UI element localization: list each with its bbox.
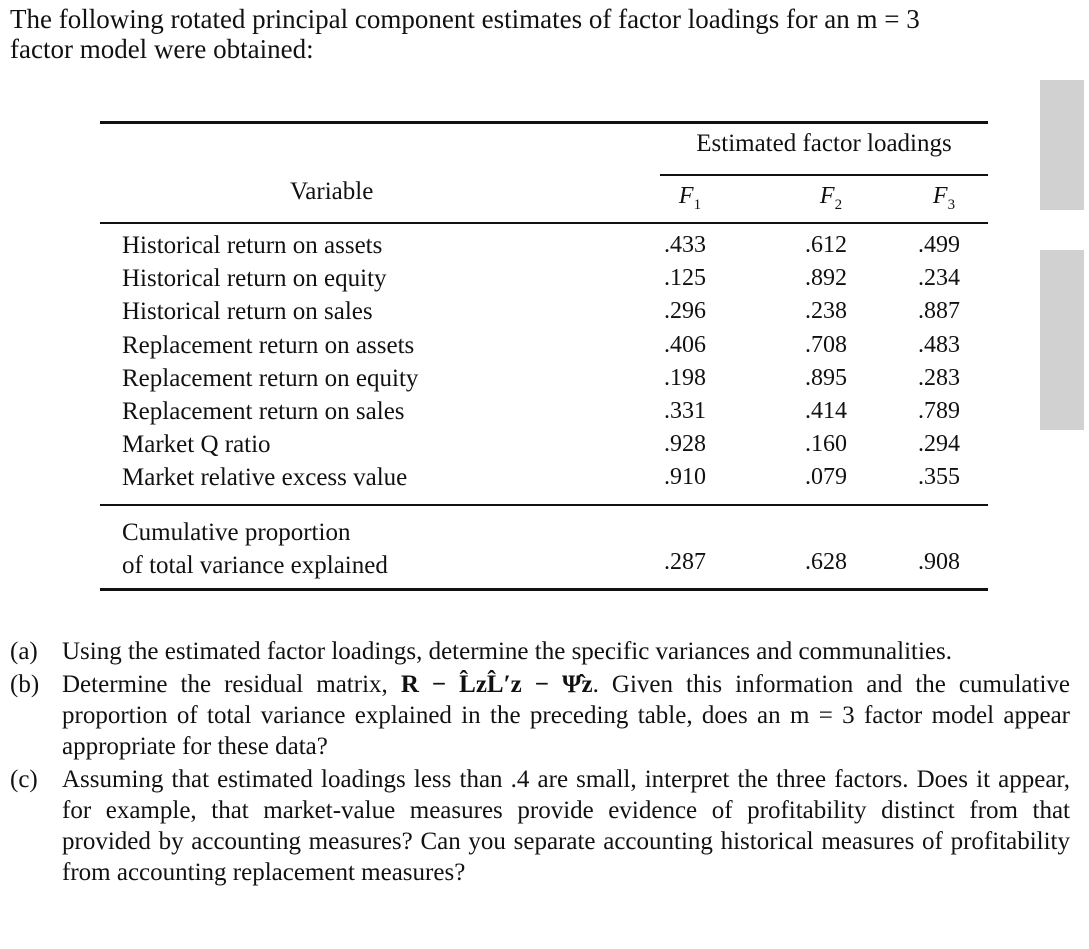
- loading-f1: .331: [664, 398, 706, 424]
- scan-edge-noise: [1040, 80, 1084, 210]
- question-text-after: . Given this information and the cumulative proportion of total variance explained in the preceding table, does an m = 3 factor model appear appropriate for these data?: [62, 671, 1070, 760]
- cumulative-row: [0, 549, 1000, 582]
- loading-f1: .198: [664, 365, 706, 391]
- loading-f2: .079: [805, 464, 847, 490]
- loading-f2: .892: [805, 265, 847, 291]
- question-tag: (a): [10, 638, 38, 665]
- row-label: Historical return on sales: [122, 298, 373, 325]
- loading-f3: .499: [918, 232, 960, 258]
- loading-f1: .125: [664, 265, 706, 291]
- loading-f3: .789: [918, 398, 960, 424]
- cumulative-label-line-2: of total variance explained: [122, 552, 388, 579]
- cumulative-f2: .628: [805, 549, 847, 575]
- factor-header-2: $F_2$: [819, 183, 843, 213]
- loading-f1: .928: [664, 431, 706, 457]
- question-a: [10, 636, 1070, 667]
- group-header-rule: [660, 174, 988, 176]
- loading-f1: .433: [664, 232, 706, 258]
- header-bottom-rule: [100, 222, 988, 224]
- question-text-before: Determine the residual matrix,: [62, 671, 401, 698]
- row-label: Historical return on assets: [122, 232, 383, 259]
- loading-f2: .708: [805, 332, 847, 358]
- factor-header-3: $F_3$: [932, 183, 956, 213]
- question-tag: (c): [10, 766, 38, 793]
- variable-header: Variable: [290, 178, 374, 205]
- question-b: [10, 669, 1070, 762]
- loading-f1: .406: [664, 332, 706, 358]
- residual-formula: R − L̂zL̂′z − Ψ̂z: [400, 671, 593, 698]
- loading-f2: .160: [805, 431, 847, 457]
- table-row: [0, 232, 1000, 265]
- table-row: [0, 365, 1000, 398]
- table-row: [0, 298, 1000, 331]
- table-row: [0, 398, 1000, 431]
- intro-line-2: factor model were obtained:: [10, 34, 314, 64]
- row-label: Market relative excess value: [122, 464, 408, 491]
- table-top-rule: [100, 121, 988, 124]
- loading-f3: .483: [918, 332, 960, 358]
- loading-f2: .414: [805, 398, 847, 424]
- row-label: Market Q ratio: [122, 431, 271, 458]
- row-label: Replacement return on sales: [122, 398, 405, 425]
- table-row: [0, 332, 1000, 365]
- loading-f2: .895: [805, 365, 847, 391]
- loading-f3: .887: [918, 298, 960, 324]
- row-label: Historical return on equity: [122, 265, 387, 292]
- question-list: [10, 636, 1070, 890]
- question-text: [62, 669, 1070, 762]
- loading-f3: .234: [918, 265, 960, 291]
- body-bottom-rule: [100, 504, 988, 506]
- row-label: Replacement return on equity: [122, 365, 419, 392]
- intro-paragraph: [10, 4, 1070, 64]
- cumulative-f1: .287: [664, 549, 706, 575]
- scan-edge-noise: [1040, 250, 1084, 430]
- loading-f3: .294: [918, 431, 960, 457]
- question-text: Assuming that estimated loadings less than .4 are small, interpret the three factors. Does it appear, for example, that market-value measures provide evidence of profitability distinct from that provided by accounting measures? Can you separate accounting historical measures of profitability from accounting replacement measures?: [62, 766, 1070, 886]
- question-tag: (b): [10, 671, 40, 698]
- loading-f3: .283: [918, 365, 960, 391]
- table-row: [0, 464, 1000, 497]
- loading-f2: .238: [805, 298, 847, 324]
- loading-f3: .355: [918, 464, 960, 490]
- table-row: [0, 265, 1000, 298]
- cumulative-label-line-1: Cumulative proportion: [122, 519, 351, 546]
- factor-header-1: $F_1$: [678, 183, 702, 213]
- table-row: [0, 431, 1000, 464]
- loading-f1: .296: [664, 298, 706, 324]
- question-c: [10, 764, 1070, 888]
- loading-f2: .612: [805, 232, 847, 258]
- table-bottom-rule: [100, 588, 988, 591]
- cumulative-f3: .908: [918, 549, 960, 575]
- question-text: Using the estimated factor loadings, determine the specific variances and communalities.: [62, 638, 952, 665]
- intro-line-1: The following rotated principal component estimates of factor loadings for an m = 3: [10, 4, 920, 34]
- loading-f1: .910: [664, 464, 706, 490]
- group-header: Estimated factor loadings: [696, 130, 952, 157]
- row-label: Replacement return on assets: [122, 332, 415, 359]
